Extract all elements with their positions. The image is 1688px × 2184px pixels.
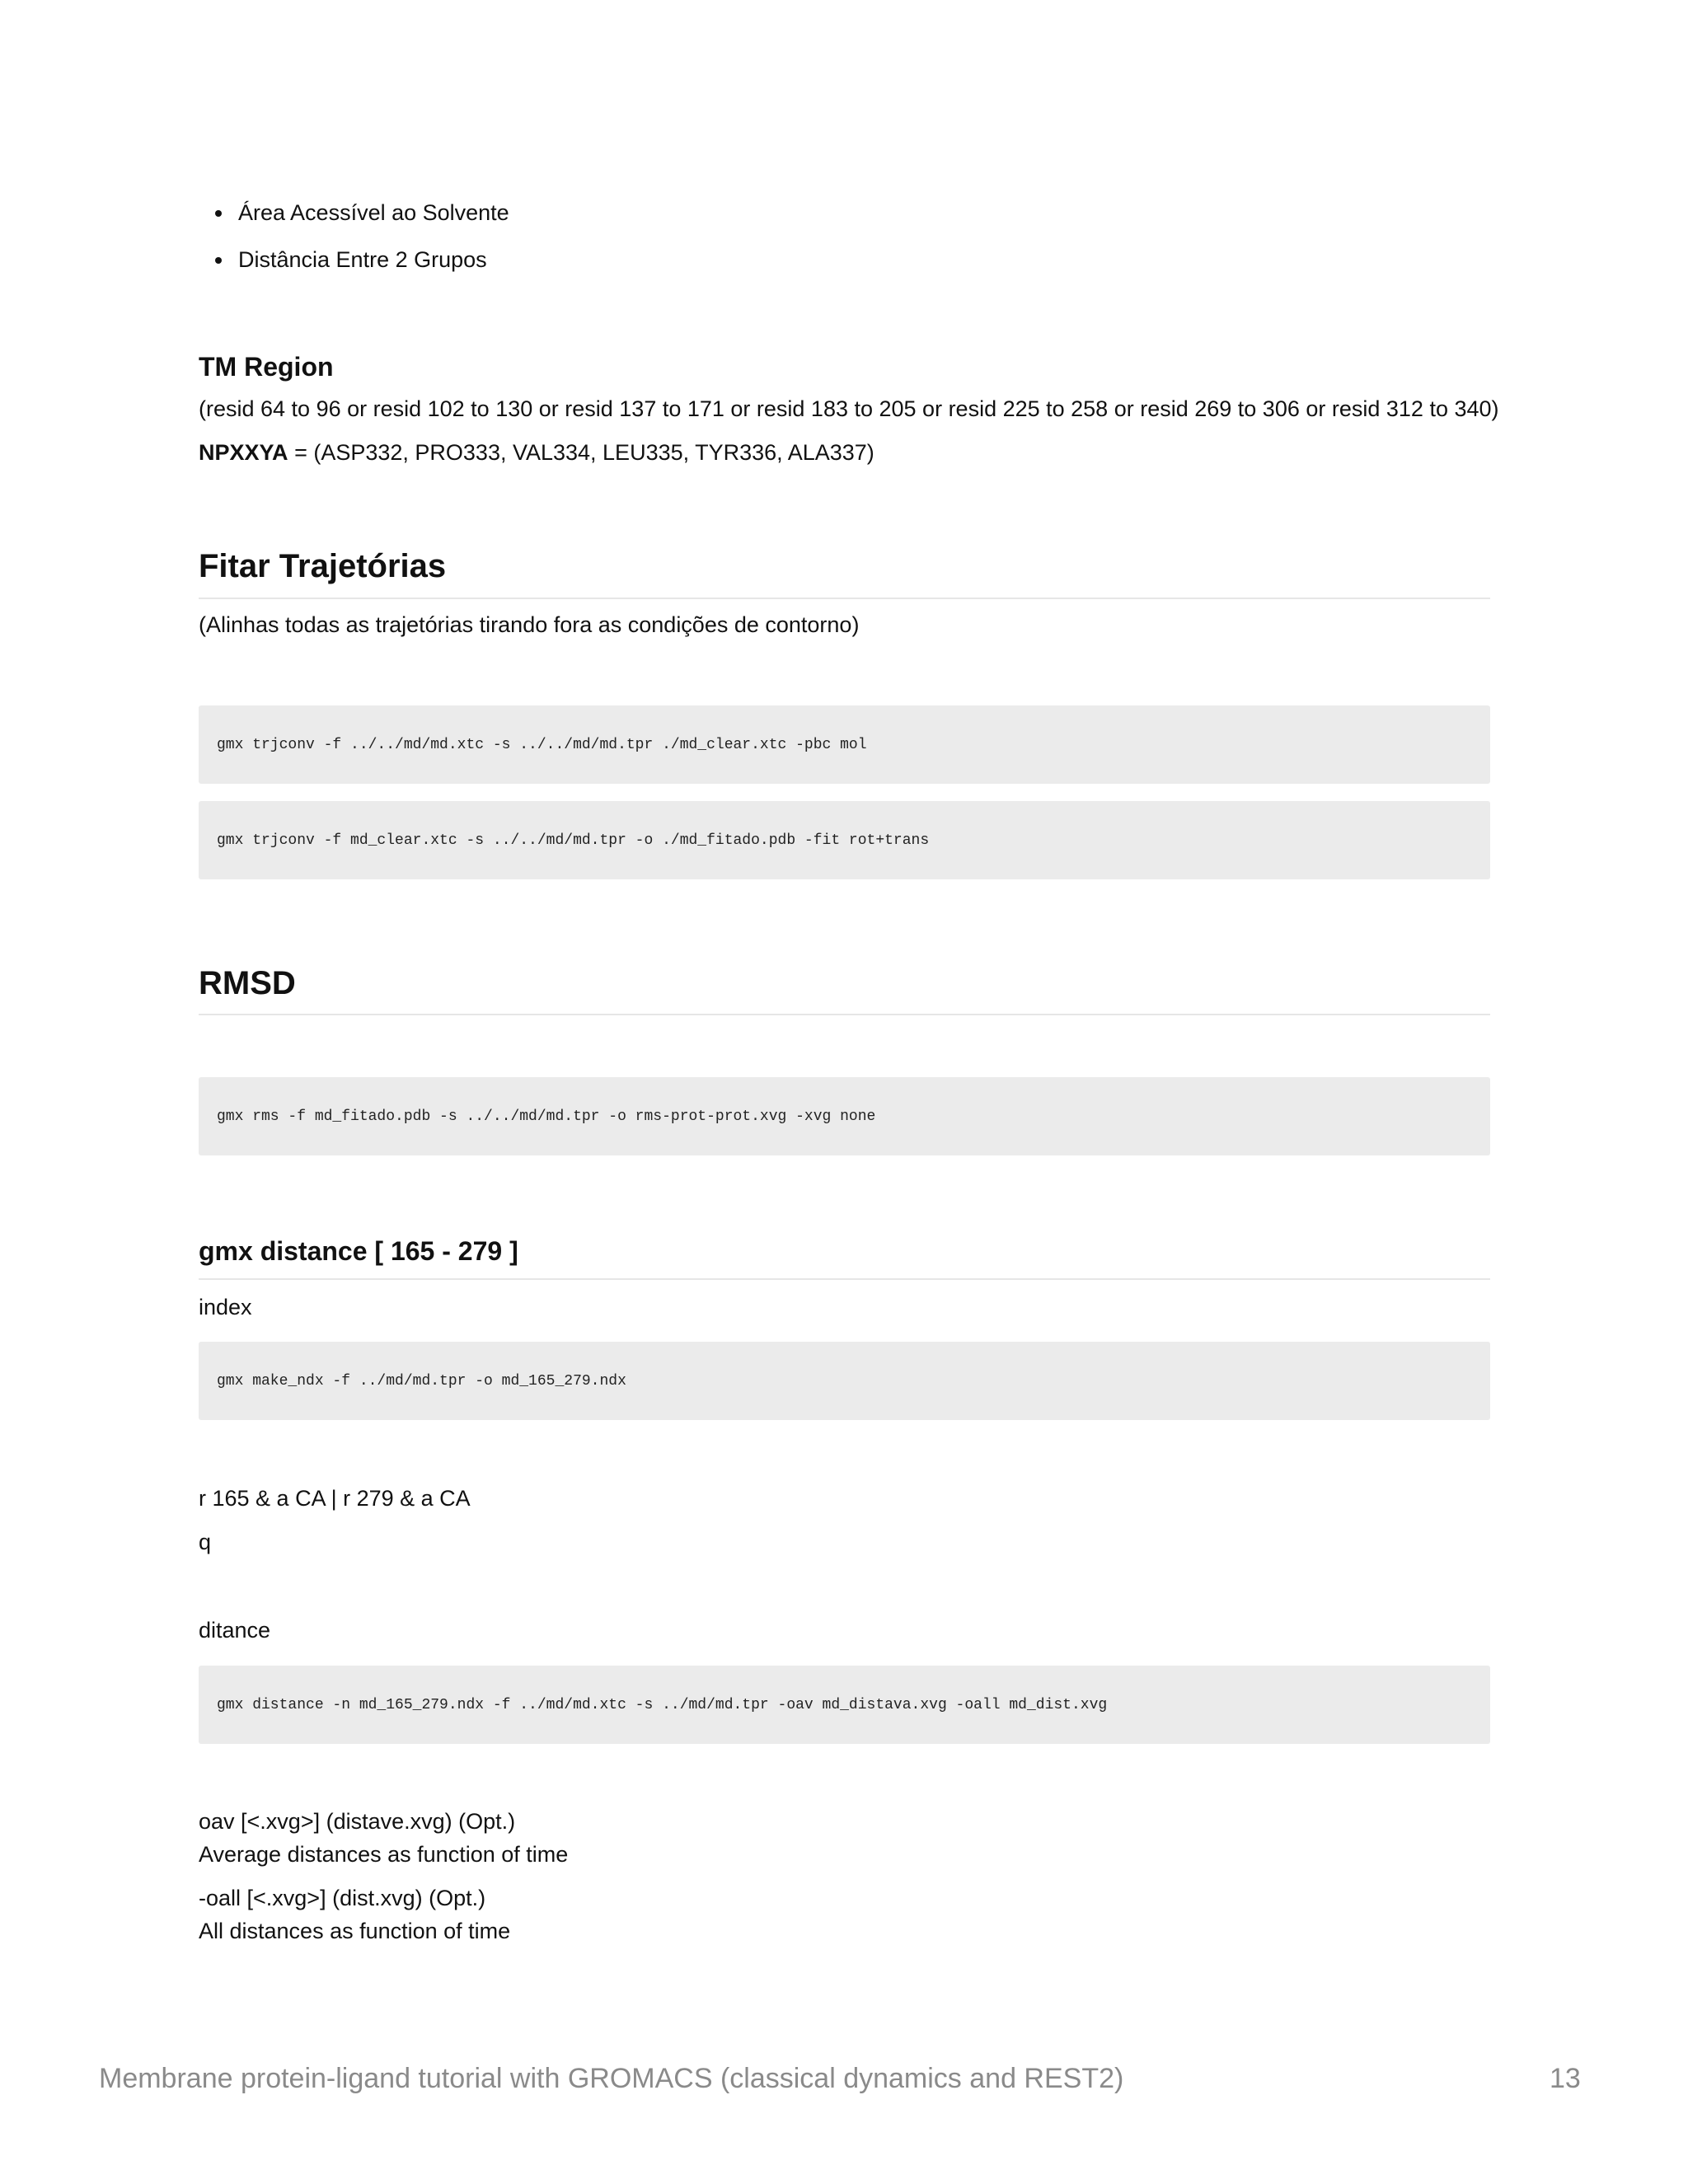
section-divider: [199, 1278, 1490, 1280]
list-item: Distância Entre 2 Grupos: [238, 245, 509, 274]
analysis-bullet-list: [199, 198, 509, 292]
gmx-distance-heading: gmx distance [ 165 - 279 ]: [199, 1236, 518, 1266]
oav-option-line: oav [<.xvg>] (distave.xvg) (Opt.): [199, 1809, 516, 1834]
list-item: Área Acessível ao Solvente: [238, 198, 509, 227]
oall-option-line: -oall [<.xvg>] (dist.xvg) (Opt.): [199, 1886, 486, 1910]
fitar-trajetorias-heading: Fitar Trajetórias: [199, 548, 447, 584]
section-divider: [199, 598, 1490, 599]
npxxya-line: [199, 438, 874, 467]
section-divider: [199, 1014, 1490, 1015]
code-block-trjconv-clear[interactable]: gmx trjconv -f ../../md/md.xtc -s ../../md/md.tpr ./md_clear.xtc -pbc mol: [199, 705, 1490, 784]
index-label: index: [199, 1295, 252, 1319]
distance-label: ditance: [199, 1618, 271, 1643]
code-block-rms[interactable]: gmx rms -f md_fitado.pdb -s ../../md/md.tpr -o rms-prot-prot.xvg -xvg none: [199, 1077, 1490, 1155]
page-number: 13: [1550, 2063, 1581, 2094]
rmsd-heading: RMSD: [199, 965, 296, 1001]
quit-text: q: [199, 1530, 212, 1554]
fitar-description: (Alinhas todas as trajetórias tirando fora as condições de contorno): [199, 612, 860, 637]
npxxya-label: NPXXYA: [199, 440, 288, 465]
npxxya-value: = (ASP332, PRO333, VAL334, LEU335, TYR336, ALA337): [288, 440, 874, 465]
tm-region-resid-text: (resid 64 to 96 or resid 102 to 130 or resid 137 to 171 or resid 183 to 205 or resid 225 to 258 or resid 269 to 306 or resid 312 to 340): [199, 396, 1499, 421]
footer-title: Membrane protein-ligand tutorial with GROMACS (classical dynamics and REST2): [99, 2063, 1124, 2094]
code-block-distance[interactable]: gmx distance -n md_165_279.ndx -f ../md/md.xtc -s ../md/md.tpr -oav md_distava.xvg -oall md_dist.xvg: [199, 1666, 1490, 1744]
selection-text: r 165 & a CA | r 279 & a CA: [199, 1486, 471, 1511]
code-block-make-ndx[interactable]: gmx make_ndx -f ../md/md.tpr -o md_165_279.ndx: [199, 1342, 1490, 1420]
code-block-trjconv-fit[interactable]: gmx trjconv -f md_clear.xtc -s ../../md/md.tpr -o ./md_fitado.pdb -fit rot+trans: [199, 801, 1490, 879]
tm-region-heading: TM Region: [199, 352, 334, 382]
oall-option-description: All distances as function of time: [199, 1919, 511, 1943]
oav-option-description: Average distances as function of time: [199, 1842, 569, 1867]
